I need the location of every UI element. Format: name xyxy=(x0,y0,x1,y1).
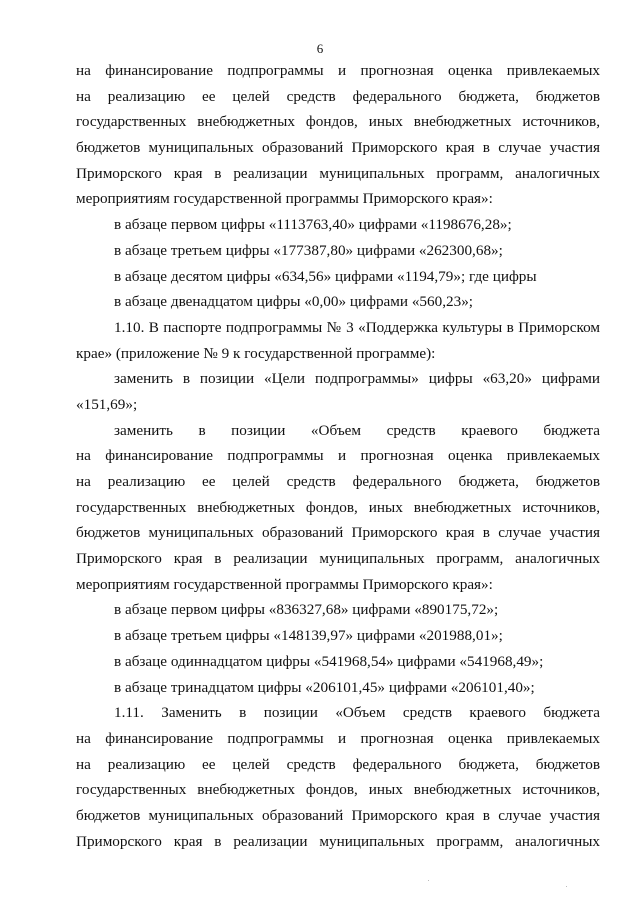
text-line: в абзаце десятом цифры «634,56» цифрами «1194,79»; где цифры xyxy=(114,267,537,285)
text-line: 1.11. Заменить в позиции «Объем средств краевого бюджета xyxy=(114,704,600,722)
text-line: бюджетов муниципальных образований Приморского края в случае участия xyxy=(76,139,600,157)
text-line: крае» (приложение № 9 к государственной программе): xyxy=(76,344,436,362)
text-line: государственных внебюджетных фондов, иных внебюджетных источников, xyxy=(76,781,600,799)
text-line: в абзаце тринадцатом цифры «206101,45» цифрами «206101,40»; xyxy=(114,678,535,696)
text-line: Приморского края в реализации муниципальных программ, аналогичных xyxy=(76,832,600,850)
text-line: «151,69»; xyxy=(76,395,138,413)
text-line: на финансирование подпрограммы и прогнозная оценка привлекаемых xyxy=(76,447,600,465)
text-line: на реализацию ее целей средств федерального бюджета, бюджетов xyxy=(76,473,600,490)
text-line: заменить в позиции «Объем средств краевого бюджета xyxy=(114,421,600,439)
text-line: мероприятиям государственной программы Приморского края»: xyxy=(76,190,493,208)
text-line: заменить в позиции «Цели подпрограммы» цифры «63,20» цифрами xyxy=(114,370,600,388)
text-line: мероприятиям государственной программы Приморского края»: xyxy=(76,575,493,593)
text-line: государственных внебюджетных фондов, иных внебюджетных источников, xyxy=(76,498,600,516)
text-line: Приморского края в реализации муниципальных программ, аналогичных xyxy=(76,164,600,182)
scan-speck xyxy=(428,880,429,881)
text-line: на реализацию ее целей средств федерального бюджета, бюджетов xyxy=(76,87,600,105)
text-line: Приморского края в реализации муниципальных программ, аналогичных xyxy=(76,550,600,568)
text-line: в абзаце двенадцатом цифры «0,00» цифрами «560,23»; xyxy=(114,293,474,311)
text-line: государственных внебюджетных фондов, иных внебюджетных источников, xyxy=(76,113,600,131)
text-line: бюджетов муниципальных образований Приморского края в случае участия xyxy=(76,806,600,824)
text-line: на реализацию ее целей средств федерального бюджета, бюджетов xyxy=(76,755,600,773)
text-line: бюджетов муниципальных образований Приморского края в случае участия xyxy=(76,524,600,542)
page-number: 6 xyxy=(316,41,324,56)
text-line: в абзаце первом цифры «836327,68» цифрами «890175,72»; xyxy=(114,601,499,619)
text-line: 1.10. В паспорте подпрограммы № 3 «Поддержка культуры в Приморском xyxy=(114,318,600,336)
text-line: на финансирование подпрограммы и прогнозная оценка привлекаемых xyxy=(76,62,600,79)
text-line: в абзаце первом цифры «1113763,40» цифрами «1198676,28»; xyxy=(114,216,512,234)
text-line: на финансирование подпрограммы и прогнозная оценка привлекаемых xyxy=(76,729,600,747)
text-line: в абзаце третьем цифры «177387,80» цифрами «262300,68»; xyxy=(114,241,503,259)
document-body xyxy=(76,58,600,854)
text-line: в абзаце одиннадцатом цифры «541968,54» цифрами «541968,49»; xyxy=(114,652,544,670)
text-line: в абзаце третьем цифры «148139,97» цифрами «201988,01»; xyxy=(114,627,503,645)
scan-speck xyxy=(566,886,567,887)
